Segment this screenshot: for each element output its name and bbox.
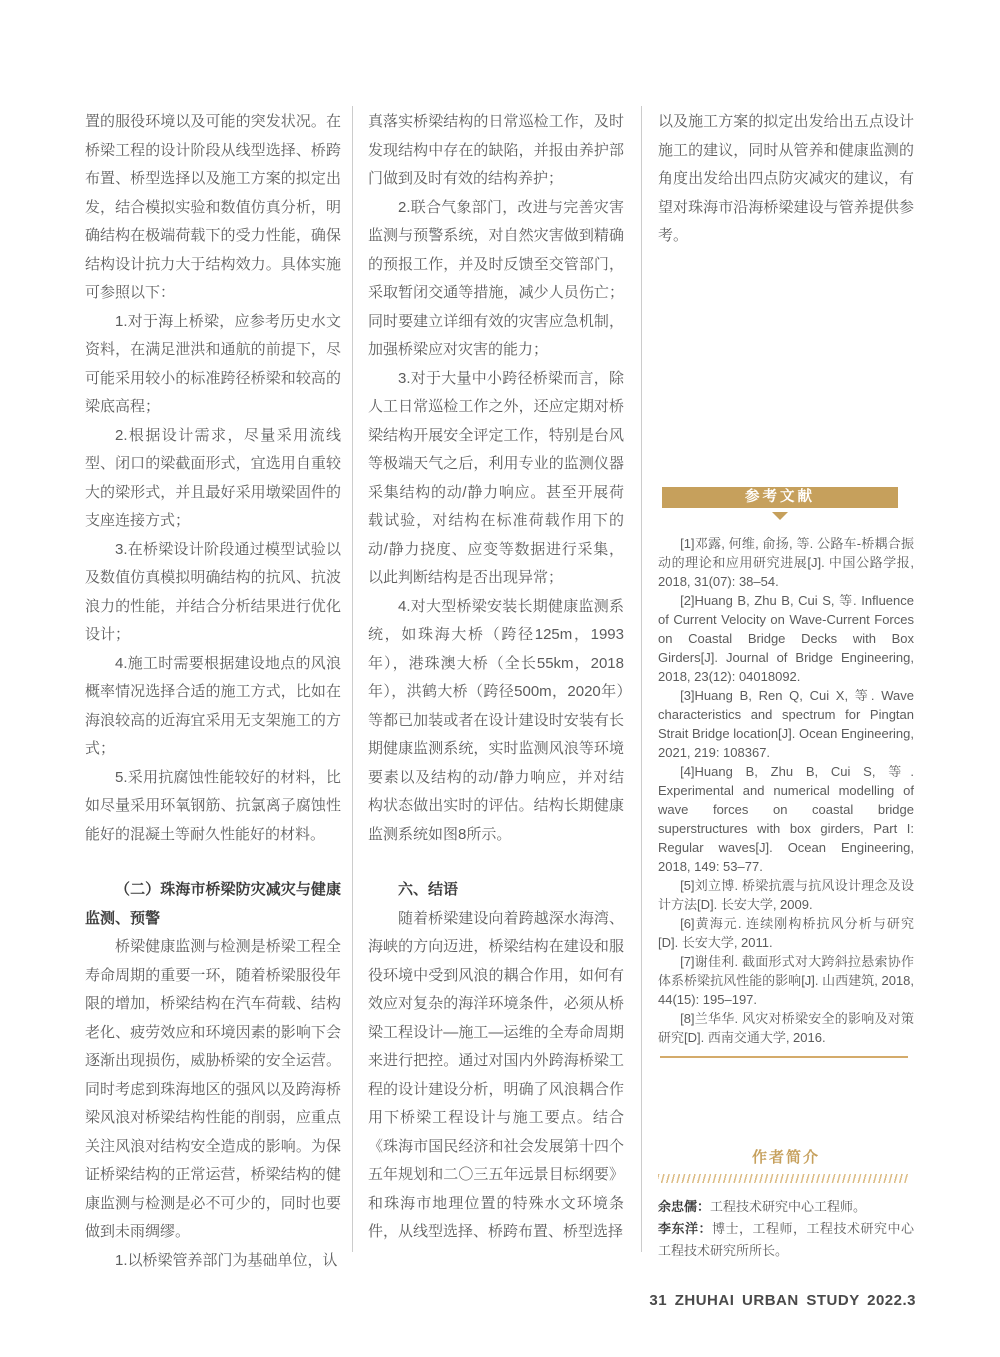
list-item: 1.对于海上桥梁，应参考历史水文资料，在满足泄洪和通航的前提下，尽可能采用较小的标准跨径桥梁和较高的梁底高程；: [85, 312, 341, 415]
author-bio-entry: [658, 1196, 914, 1218]
reference-item: [8]兰华华. 风灾对桥梁安全的影响及对策研究[D]. 西南交通大学, 2016.: [658, 1011, 914, 1045]
text-column-3: [658, 108, 914, 251]
reference-item: [7]谢佳利. 截面形式对大跨斜拉悬索协作体系桥梁抗风性能的影响[J]. 山西建筑, 2018, 44(15): 195–197.: [658, 954, 914, 1007]
list-item: 3.对于大量中小跨径桥梁而言，除人工日常巡检工作之外，还应定期对桥梁结构开展安全评定工作，特别是台风等极端天气之后，利用专业的监测仪器采集结构的动/静力响应。甚至开展荷载试验，对结构在标准荷载作用下的动/静力挠度、应变等数据进行采集，以此判断结构是否出现异常；: [368, 369, 624, 586]
reference-item: [1]邓露, 何维, 俞扬, 等. 公路车-桥耦合振动的理论和应用研究进展[J]. 中国公路学报, 2018, 31(07): 38–54.: [658, 536, 914, 589]
paragraph: 真落实桥梁结构的日常巡检工作，及时发现结构中存在的缺陷，并报由养护部门做到及时有效的结构养护；: [368, 113, 624, 187]
paragraph: 随着桥梁建设向着跨越深水海湾、海峡的方向迈进，桥梁结构在建设和服役环境中受到风浪的耦合作用，如何有效应对复杂的海洋环境条件，必须从桥梁工程设计—施工—运维的全寿命周期来进行把控。通过对国内外跨海桥梁工程的设计建设分析，明确了风浪耦合作用下桥梁工程设计与施工要点。结合《珠海市国民经济和社会发展第十四个五年规划和二〇三五年远景目标纲要》和珠海市地理位置的特殊水文环境条件，从线型选择、桥跨布置、桥型选择: [368, 909, 624, 1240]
author-bio-entry: [658, 1218, 914, 1262]
reference-item: [2]Huang B, Zhu B, Cui S, 等. Influence of Current Velocity on Wave-Current Forces on Coastal Bridge Decks with Box Girders[J]. Journal of Bridge Engineering, 2018, 23(12): 04018092.: [658, 593, 914, 684]
author-name: 李东洋：: [658, 1221, 712, 1236]
references-list: [658, 534, 914, 1047]
text-column-2: [368, 108, 624, 1247]
references-title: 参考文献: [662, 487, 898, 508]
author-description: 工程技术研究中心工程师。: [710, 1199, 867, 1214]
author-bio-section: [658, 1146, 914, 1262]
reference-item: [4]Huang B, Zhu B, Cui S, 等. Experimental and numerical modelling of wave forces on coastal bridge superstructures with box girders, Part I: Regular waves[J]. Ocean Engineering, 2018, 149: 53–77.: [658, 764, 914, 874]
text-column-1: [85, 108, 341, 1275]
triangle-down-icon: [772, 512, 788, 520]
list-item: 2.联合气象部门，改进与完善灾害监测与预警系统，对自然灾害做到精确的预报工作，并及时反馈至交管部门，采取暂闭交通等措施，减少人员伤亡；同时要建立详细有效的灾害应急机制，加强桥梁应对灾害的能力；: [368, 198, 624, 358]
paragraph: 桥梁健康监测与检测是桥梁工程全寿命周期的重要一环，随着桥梁服役年限的增加，桥梁结构在汽车荷载、结构老化、疲劳效应和环境因素的影响下会逐渐出现损伤，威胁桥梁的安全运营。同时考虑到珠海地区的强风以及跨海桥梁风浪对桥梁结构性能的削弱，应重点关注风浪对结构安全造成的影响。为保证桥梁结构的正常运营，桥梁结构的健康监测与检测是必不可少的，同时也要做到未雨绸缪。: [85, 938, 341, 1240]
author-name: 余忠儒：: [658, 1199, 711, 1214]
list-item: 1.以桥梁管养部门为基础单位，认: [115, 1251, 338, 1269]
author-bio-title: 作者简介: [751, 1149, 820, 1166]
list-item: 5.采用抗腐蚀性能较好的材料，比如尽量采用环氧钢筋、抗氯离子腐蚀性能好的混凝土等耐久性能好的材料。: [85, 768, 341, 843]
reference-item: [5]刘立博. 桥梁抗震与抗风设计理念及设计方法[D]. 长安大学, 2009.: [658, 878, 914, 912]
section-heading: （二）珠海市桥梁防灾减灾与健康监测、预警: [85, 881, 341, 927]
section-heading: 六、结语: [398, 881, 459, 898]
gold-divider-line: [660, 1056, 908, 1058]
page-footer: 31 ZHUHAI URBAN STUDY 2022.3: [649, 1292, 916, 1309]
list-item: 3.在桥梁设计阶段通过模型试验以及数值仿真模拟明确结构的抗风、抗波浪力的性能，并结合分析结果进行优化设计；: [85, 540, 341, 643]
author-bio-list: [658, 1196, 914, 1262]
list-item: 2.根据设计需求，尽量采用流线型、闭口的梁截面形式，宜选用自重较大的梁形式，并且最好采用墩梁固件的支座连接方式；: [85, 426, 341, 529]
reference-item: [3]Huang B, Ren Q, Cui X, 等. Wave characteristics and spectrum for Pingtan Strait Bridge location[J]. Ocean Engineering, 2021, 219: 108367.: [658, 688, 914, 760]
column-divider: [352, 106, 353, 1252]
author-description: 博士，工程师，工程技术研究中心工程技术研究所所长。: [658, 1221, 914, 1258]
list-item: 4.对大型桥梁安装长期健康监测系统，如珠海大桥（跨径125m，1993年），港珠澳大桥（全长55km，2018年），洪鹤大桥（跨径500m，2020年）等都已加装或者在设计建设时安装有长期健康监测系统，实时监测风浪等环境要素以及结构的动/静力响应，并对结构状态做出实时的评估。结构长期健康监测系统如图8所示。: [368, 597, 624, 843]
list-item: 4.施工时需要根据建设地点的风浪概率情况选择合适的施工方式，比如在海浪较高的近海宜采用无支架施工的方式；: [85, 654, 341, 757]
paragraph: 置的服役环境以及可能的突发状况。在桥梁工程的设计阶段从线型选择、桥跨布置、桥型选择以及施工方案的拟定出发，结合模拟实验和数值仿真分析，明确结构在极端荷载下的受力性能，确保结构设计抗力大于结构效力。具体实施可参照以下：: [85, 113, 341, 301]
paragraph: 以及施工方案的拟定出发给出五点设计施工的建议，同时从管养和健康监测的角度出发给出四点防灾减灾的建议，有望对珠海市沿海桥梁建设与管养提供参考。: [658, 113, 914, 244]
references-section: [658, 487, 914, 1047]
column-divider: [641, 106, 642, 1252]
hatch-divider: [658, 1174, 908, 1183]
reference-item: [6]黄海元. 连续刚构桥抗风分析与研究[D]. 长安大学, 2011.: [658, 916, 914, 950]
